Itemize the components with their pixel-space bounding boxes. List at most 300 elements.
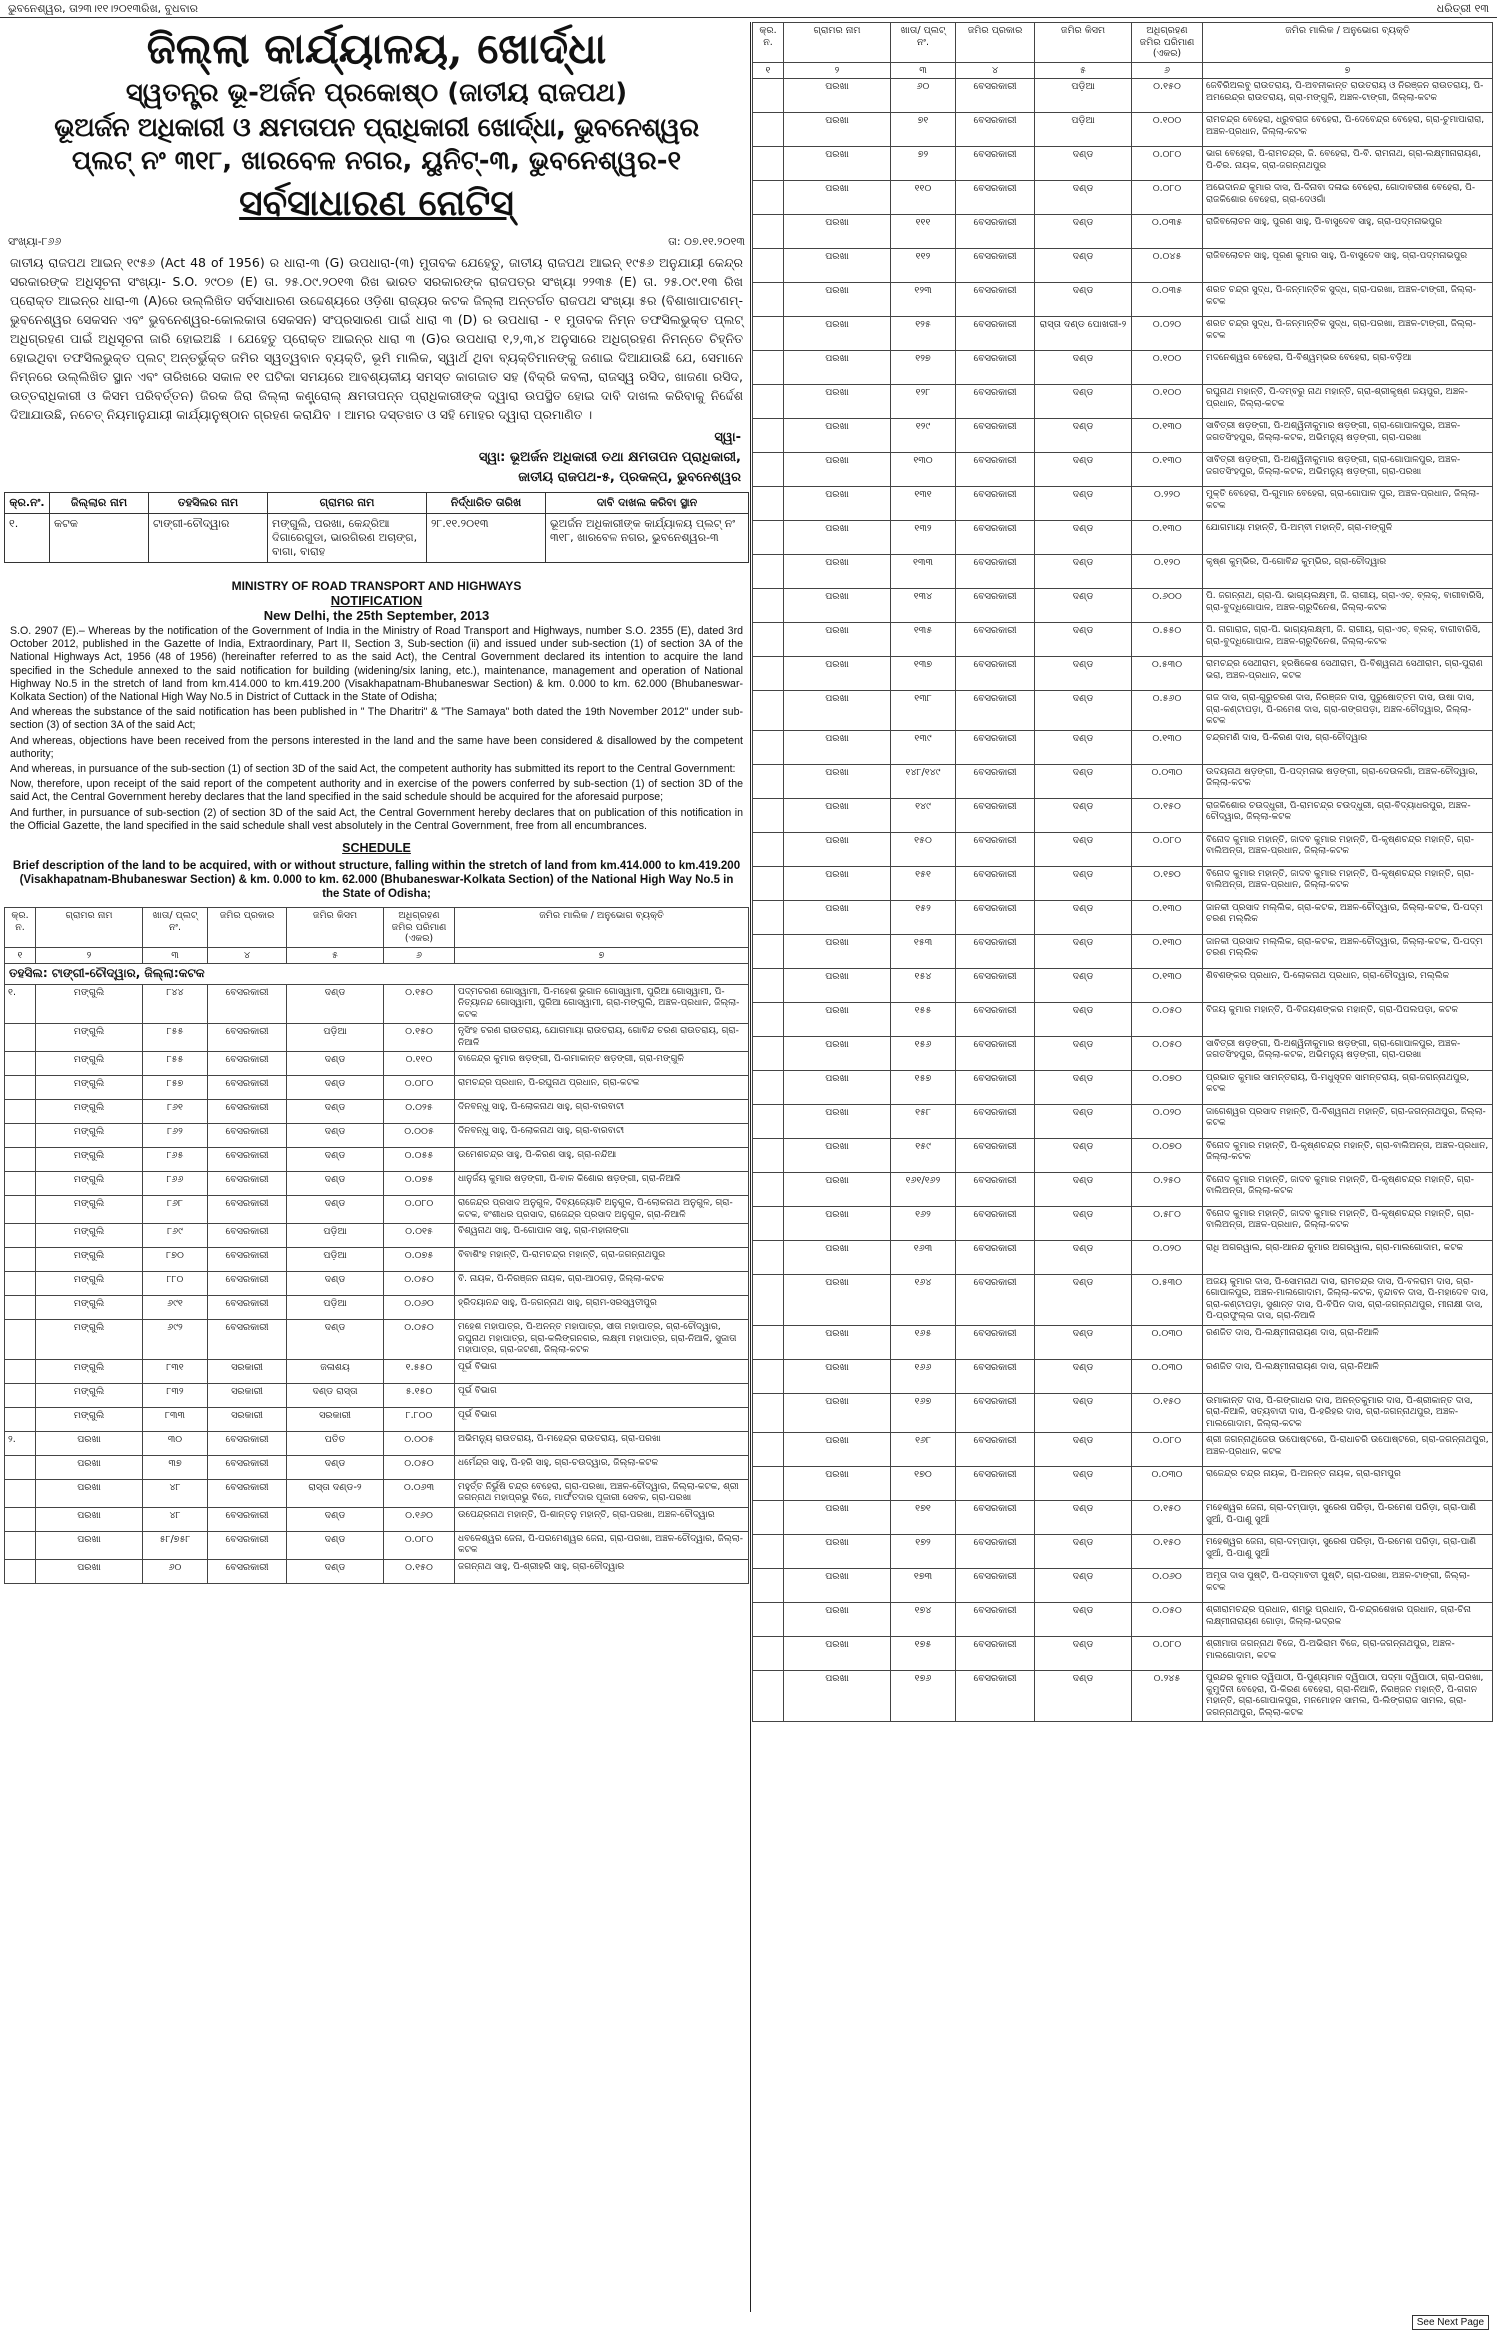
table-row [5, 1455, 749, 1479]
owner-cell: ବିନୋଦ କୁମାର ମହାନ୍ତି, ଜାଦବ କୁମାର ମହାନ୍ତି, ପି-କୃଷ୍ଣଚନ୍ଦ୍ର ମହାନ୍ତି, ଗ୍ରା-ବାଲିଅନ୍ତା, ଅଞ୍ଚଳ-ପ୍ରଧାନ, ଜିଲ୍ଲା-କଟକ [1203, 1206, 1493, 1240]
table-cell [753, 1569, 784, 1603]
table-cell [753, 832, 784, 866]
table-row [753, 385, 1493, 419]
notification-para-5: Now, therefore, upon receipt of the said report of the competent authority and in exercise of the powers conferred by sub-section (1) of section 3D of the said Act, the Central Government hereby declares that the land specified in the said schedule should be acquired for the aforesaid purpose; [10, 778, 743, 804]
owner-cell: ରାଜେନ୍ଦ୍ର ପ୍ରସାଦ ଅନୁଗୁଳ, ଦିବ୍ୟଜ୍ୟୋତି ଅନୁଗୁଳ, ପି-ଲୋକନାଥ ଅନୁଗୁଳ, ଗ୍ରା-କଟକ, ବଂଶୀଧର ପ୍ରସାଦ, ରାଜେନ୍ଦ୍ର ପ୍ରସାଦ ଅନୁଗୁଳ, ଗ୍ରା-ନିଆଳି [455, 1196, 749, 1224]
table-cell [5, 1148, 36, 1172]
table-cell: ୦.୦୧୫ [384, 1224, 455, 1248]
owner-cell: ମହେଶ ମହାପାତ୍ର, ପି-ଅନନ୍ତ ମହାପାତ୍ର, ସୀତା ମହାପାତ୍ର, ଗ୍ରା-ଚୌଦ୍ୱାର, ରଘୁନାଥ ମହାପାତ୍ର, ଗ୍ରା-କଲିଙ୍ଗନଗର, ଲକ୍ଷ୍ମୀ ମହାପାତ୍ର, ଗ୍ରା-ନିଆଳି, ସୁଜାତା ମହାପାତ୍ର, ଗ୍ରା-ଜଟଣୀ, ଜିଲ୍ଲା-କଟକ [455, 1320, 749, 1360]
office-address: ପ୍ଲଟ୍ ନଂ ୩୧୮, ଖାରବେଳ ନଗର, ୟୁନିଟ୍-୩, ଭୁବନେଶ୍ୱର-୧ [71, 146, 682, 176]
table-cell: ୧୪୯ [891, 798, 956, 832]
hearing-header-row [5, 493, 749, 514]
table-cell: ୦.୦୦୫ [384, 1124, 455, 1148]
table-cell: ଦଣ୍ଡ [1035, 1603, 1132, 1637]
schedule-col-number: ୩ [891, 62, 956, 79]
office-subtitle: ସ୍ୱତନ୍ତ୍ର ଭୂ-ଅର୍ଜନ ପ୍ରକୋଷ୍ଠ (ଜାତୀୟ ରାଜପଥ) [125, 78, 628, 108]
table-cell: ୦.୦୩୦ [1132, 1325, 1203, 1359]
table-cell: ଦଣ୍ଡ [1035, 487, 1132, 521]
table-cell: ମଙ୍ଗୁଲି [36, 1359, 143, 1383]
schedule-header: ଜମିର ମାଲିକ / ଅନୁଭୋଗ ବ୍ୟକ୍ତି [1203, 23, 1493, 63]
table-cell: ୦.୦୭୦ [1132, 1138, 1203, 1172]
table-cell: ୧୨୫ [891, 317, 956, 351]
table-cell [5, 1320, 36, 1360]
table-cell: ସରକାରୀ [208, 1383, 287, 1407]
table-cell: ମଙ୍ଗୁଲି [36, 1172, 143, 1196]
table-cell: ପରଖା [784, 215, 891, 249]
table-row [753, 1359, 1493, 1393]
table-cell: ୦.୦୩୫ [1132, 283, 1203, 317]
schedule-header: ଜମିର ପ୍ରକାର [208, 908, 287, 948]
table-cell: ୦.୦୨୫ [384, 1100, 455, 1124]
table-row [5, 1172, 749, 1196]
table-cell: ଦଣ୍ଡ [287, 1320, 384, 1360]
table-row [753, 657, 1493, 691]
table-cell [753, 113, 784, 147]
schedule-header: ଅଧିଗ୍ରହଣ ଜମିର ପରିମାଣ (ଏକର) [1132, 23, 1203, 63]
owner-cell: ବି. ନାୟକ, ପି-ନିରଞ୍ଜନ ନାୟକ, ଗ୍ରା-ଆଠଗଡ଼, ଜିଲ୍ଲା-କଟକ [455, 1272, 749, 1296]
table-cell: ପରଖା [784, 1036, 891, 1070]
table-cell: ଦଣ୍ଡ [1035, 249, 1132, 283]
table-cell: ୧୫୯ [891, 1138, 956, 1172]
table-cell [5, 1024, 36, 1052]
left-column [4, 22, 749, 2312]
schedule-number-row [753, 62, 1493, 79]
table-cell: ବେସରକାରୀ [208, 1024, 287, 1052]
table-cell: ୦.୧୭୦ [1132, 866, 1203, 900]
table-cell: ୨. [5, 1431, 36, 1455]
table-cell: ପଡ଼ିଆ [1035, 79, 1132, 113]
table-cell: ୧୬୭ [891, 1393, 956, 1433]
table-cell: ବେସରକାରୀ [956, 1274, 1035, 1325]
owner-cell: ରାଜେନ୍ଦ୍ର ଚନ୍ଦ୍ର ନାୟକ, ପି-ଅନନ୍ତ ନାୟକ, ଗ୍ରା-ରାମପୁର [1203, 1467, 1493, 1501]
table-row [5, 1407, 749, 1431]
table-cell [753, 691, 784, 731]
notification-para-6: And further, in pursuance of sub-section (2) of section 3D of the said Act, the Central Government hereby declares that on publication of this notification in the Official Gazette, the land specified in the said schedule shall vest absolutely in the Central Government, free from all encumbrances. [10, 806, 743, 832]
table-cell: ପରଖା [784, 1603, 891, 1637]
table-cell: ୧୬୧/୧୬୨ [891, 1172, 956, 1206]
table-cell [5, 1296, 36, 1320]
table-cell [5, 1076, 36, 1100]
table-cell [753, 555, 784, 589]
table-cell: ପରଖା [36, 1479, 143, 1507]
table-row [753, 419, 1493, 453]
table-cell: ୧୭୨ [891, 1535, 956, 1569]
table-row [5, 1124, 749, 1148]
table-cell: ପରଖା [784, 1070, 891, 1104]
tehsil-row [5, 964, 749, 985]
table-cell: ୮୬୧ [143, 1100, 208, 1124]
table-row [5, 1431, 749, 1455]
table-cell: ୦.୧୫୦ [1132, 1393, 1203, 1433]
table-cell: ବେସରକାରୀ [956, 1569, 1035, 1603]
table-cell: ପରଖା [784, 798, 891, 832]
table-cell: ୧୨୮ [891, 385, 956, 419]
table-cell: ପରଖା [784, 1637, 891, 1671]
table-cell: ଦଣ୍ଡ [1035, 798, 1132, 832]
table-cell: ପରଖା [784, 934, 891, 968]
schedule-heading: SCHEDULE [342, 841, 411, 856]
signature-line-2: ଜାତୀୟ ରାଜପଥ-୫, ପ୍ରକଳ୍ପ, ଭୁବନେଶ୍ୱର [518, 470, 741, 485]
table-cell: ମଙ୍ଗୁଲି [36, 1024, 143, 1052]
table-cell [753, 657, 784, 691]
table-cell [753, 385, 784, 419]
table-cell: ପରଖା [784, 1240, 891, 1274]
table-cell: ୦.୦୪୫ [1132, 249, 1203, 283]
table-cell: ୮୭୦ [143, 1248, 208, 1272]
table-cell [5, 1224, 36, 1248]
owner-cell: ରଣଜିତ ଦାସ, ପି-ଲକ୍ଷ୍ମୀନାରାୟଣ ଦାସ, ଗ୍ରା-ନିଆଳି [1203, 1325, 1493, 1359]
table-cell: ପରଖା [784, 623, 891, 657]
table-cell: ୦.୧୩୦ [1132, 521, 1203, 555]
table-cell: ୧୧୨ [891, 249, 956, 283]
notification-para-1: S.O. 2907 (E).– Whereas by the notification of the Government of India in the Ministry of Road Transport and Highways, number S.O. 2355 (E), dated 3rd October 2012, published in the Gazette of India, Extraordinary, Part II, Section 3, Sub-section (ii) and issued under sub-section (1) of section 3A of the National Highways Act, 1956 (48 of 1956) (hereinafter referred to as the said Act), the Central Government declared its intention to acquire the land specified in the Schedule annexed to the said notification for building (widening/six laning, etc.), maintenance, management and operation of National Highway No.5 in the stretch of land from km.414.000 to km.419.200 (Visakhapatnam-Bhubaneswar Section) & km. 0.000 to km. 62.000 (Bhubaneswar-Kolkata Section) of the National High Way No.5 in District of Cuttack in the State of Odisha; [10, 625, 743, 704]
owner-cell: ସାବିତ୍ରୀ ଷଡ଼ଙ୍ଗୀ, ପି-ଅଶ୍ୱିନୀକୁମାର ଷଡ଼ଙ୍ଗୀ, ଗ୍ରା-ଗୋପାଳପୁର, ଅଞ୍ଚଳ-ଜଗତସିଂହପୁର, ଜିଲ୍ଲା-କଟକ, ଅଭିମନ୍ୟୁ ଷଡ଼ଙ୍ଗୀ, ଗ୍ରା-ପରଖା [1203, 1036, 1493, 1070]
schedule-col-number: ୩ [143, 947, 208, 964]
table-cell: ପଡ଼ିଆ [287, 1248, 384, 1272]
table-cell: ୦.୦୮୦ [1132, 1637, 1203, 1671]
owner-cell: ହ୍ରିଦୟାନନ୍ଦ ସାହୁ, ପି-ଜଗନ୍ନାଥ ସାହୁ, ଗ୍ରାମ-ସରସ୍ୱତୀପୁର [455, 1296, 749, 1320]
table-row [753, 1104, 1493, 1138]
table-row [753, 832, 1493, 866]
table-cell: ୦.୦୮୦ [384, 1076, 455, 1100]
table-cell: ବେସରକାରୀ [956, 1002, 1035, 1036]
table-cell: ୧୩୫ [891, 623, 956, 657]
table-cell: ମଙ୍ଗୁଲି [36, 1148, 143, 1172]
table-row [753, 1274, 1493, 1325]
table-cell: ୬୯୧ [143, 1296, 208, 1320]
table-cell: ଦଣ୍ଡ [1035, 1535, 1132, 1569]
table-cell: ଦଣ୍ଡ [1035, 385, 1132, 419]
table-cell: ୦.୦୫୦ [1132, 1002, 1203, 1036]
table-cell: ଦଣ୍ଡ [287, 1559, 384, 1583]
table-cell: ସରକାରୀ [208, 1407, 287, 1431]
table-cell: ଦଣ୍ଡ [1035, 1671, 1132, 1722]
table-cell: ଦଣ୍ଡ [287, 1531, 384, 1559]
schedule-col-number: ୬ [1132, 62, 1203, 79]
table-cell: ପରଖା [784, 691, 891, 731]
table-cell [753, 1070, 784, 1104]
owner-cell: ବିବାଶିଂହ ମହାନ୍ତି, ପି-ରାମଚନ୍ଦ୍ର ମହାନ୍ତି, ଗ୍ରା-ଜଗନ୍ନାଥପୁର [455, 1248, 749, 1272]
owner-cell: ପି. ଜଗନ୍ନାଥ, ଗ୍ରା-ପି. ଭାଗ୍ୟଲକ୍ଷ୍ମୀ, ଜି. ରାଗୀୟ, ଗ୍ରା-ଏଚ୍. ବ୍ଲକ୍, ବାଗୀବାରିସି, ଗ୍ରା-ବୁଦ୍ଧିଗୋପାଳ, ଅଞ୍ଚଳ-ଚାରୁଦିନେଶ, ଜିଲ୍ଲା-କଟକ [1203, 589, 1493, 623]
owner-cell: ଅଭେଦାନନ୍ଦ କୁମାର ଦାସ, ପି-ଦିନାବା ଦଳାଇ ବେହେରା, ଗୋଦାବରୀଶ ବେହେରା, ପି-ରାଜକିଶୋର ବେହେରା, ଗ୍ରା-ଦେଓଗାଁ [1203, 181, 1493, 215]
table-cell: ବେସରକାରୀ [956, 249, 1035, 283]
table-cell: ବେସରକାରୀ [956, 1603, 1035, 1637]
table-cell: ୧୬୫ [891, 1325, 956, 1359]
table-cell: ବେସରକାରୀ [208, 1455, 287, 1479]
table-cell: ୩୦ [143, 1431, 208, 1455]
table-cell: ପରଖା [784, 385, 891, 419]
table-cell: ୦.୦୬୦ [1132, 1569, 1203, 1603]
owner-cell: ଅଭିମନ୍ୟୁ ରାଉତରାୟ, ପି-ମହେନ୍ଦ୍ର ରାଉତରାୟ, ଗ୍ରା-ପରଖା [455, 1431, 749, 1455]
table-cell: ୦.୧୫୦ [1132, 798, 1203, 832]
owner-cell: ଜାନକୀ ପ୍ରସାଦ ମଲ୍ଲିକ, ଗ୍ରା-କଟକ, ଅଞ୍ଚଳ-ଚୌଦ୍ୱାର, ଜିଲ୍ଲା-କଟକ, ପି-ପଦ୍ମ ଚରଣ ମଲ୍ଲିକ [1203, 900, 1493, 934]
table-cell: ୭୧ [891, 113, 956, 147]
table-cell: ଦଣ୍ଡ [1035, 419, 1132, 453]
table-cell: ୦.୦୬୩ [384, 1479, 455, 1507]
table-row [753, 453, 1493, 487]
owner-cell: ମଦନେଶ୍ୱର ବେହେରା, ପି-ବିଶ୍ୱମ୍ଭର ବେହେରା, ଗ୍ରା-ବଡ଼ିଆ [1203, 351, 1493, 385]
odia-notice-body: ଜାତୀୟ ରାଜପଥ ଆଇନ୍ ୧୯୫୬ (Act 48 of 1956) ର ଧାରା-୩ (G) ଉପଧାରା-(୩) ମୁତାବକ ଯେହେତୁ, ଜାତୀୟ ରାଜପଥ ଆଇନ୍ ୧୯୫୬ ଅନୁଯାୟୀ କେନ୍ଦ୍ର ସରକାରଙ୍କ ଅଧିସୂଚନା ସଂଖ୍ୟା- S.O. ୨୯୦୭ (E) ତା. ୨୫.୦୯.୨୦୧୩ ରିଖ ଭାରତ ସରକାରଙ୍କ ରାଜପତ୍ର ସଂଖ୍ୟା ୨୨୩୫ (E) ତା. ୨୫.୦୯.୧୩ ରିଖ ପ୍ରୋକ୍ତ ଆଇନ୍‌ର ଧାରା-୩ (A)ରେ ଉଲ୍ଲିଖିତ ସର୍ବସାଧାରଣ ଉଦ୍ଦେଶ୍ୟରେ ଓଡ଼ିଶା ରାଜ୍ୟର କଟକ ଜିଲ୍ଲା ଅନ୍ତର୍ଗତ ରାଜପଥ ସଂଖ୍ୟା ୫ର (ବିଶାଖାପାଟଣମ୍-ଭୁବନେଶ୍ୱର ସେକସନ ଏବଂ ଭୁବନେଶ୍ୱର-କୋଲକାତା ସେକସନ) ସଂପ୍ରସାରଣ ପାଇଁ ଧାରା ୩ (D) ର ଉପଧାରା - ୧ ମୁତାବକ ନିମ୍ନ ତଫସିଲଭୁକ୍ତ ପ୍ଲଟ୍ ଅଧିଗ୍ରହଣ ପାଇଁ ଅଧିସୂଚନା ଜାରି ହୋଇଅଛି । ଯେହେତୁ ପ୍ରୋକ୍ତ ଆଇନ୍‌ର ଧାରା ୩ (G)ର ଉପଧାରା ୧,୨,୩,୪ ଅନୁସାରେ ଅଧିଗ୍ରହଣ ନିମନ୍ତେ ଚିହ୍ନିତ ହୋଇଥିବା ତଫସିଲଭୁକ୍ତ ପ୍ଲଟ୍ ଅନ୍ତର୍ଭୁକ୍ତ ଜମିର ସ୍ୱତ୍ୱବାନ ବ୍ୟକ୍ତି, ଭୂମି ମାଲିକ, ସ୍ୱାର୍ଥ ଥିବା ବ୍ୟକ୍ତିମାନଙ୍କୁ ଜଣାଇ ଦିଆଯାଉଛି ଯେ, ସେମାନେ ନିମ୍ନରେ ଉଲ୍ଲିଖିତ ସ୍ଥାନ ଏବଂ ତାରିଖରେ ସକାଳ ୧୧ ଘଟିକା ସମୟରେ ଆବଶ୍ୟକୀୟ ସମସ୍ତ କାଗଜାତ ସହ (ବିକ୍ରି କବଲା, ରାଜସ୍ୱ ରସିଦ, ଖାଜଣା ରସିଦ, ଉତ୍ତରାଧିକାରୀ ଓ କିସମ ପରିବର୍ତ୍ତନ) ଜିରକ ଜିରା ଜିଲ୍ଲା କଣ୍ଟ୍ରୋଲ୍ କ୍ଷମତାପନ୍ନ ପ୍ରାଧିକାରୀଙ୍କ ଦ୍ୱାରା ଉପସ୍ଥିତ ହୋଇ ଦାବି ଦାଖଲ କରିବାକୁ ନିର୍ଦ୍ଦେଶ ଦିଆଯାଉଛି, ନଚେତ୍ ନିୟମାନୁଯାୟୀ କାର୍ଯ୍ୟାନୁଷ୍ଠାନ ଗ୍ରହଣ କରାଯିବ । ଆମର ଦସ୍ତଖତ ଓ ସହି ମୋହର ଦ୍ୱାରା ପ୍ରମାଣିତ । [10, 255, 743, 422]
table-cell: ୧୬୮ [891, 1433, 956, 1467]
table-row [5, 1296, 749, 1320]
owner-cell: ଶ୍ରୀ ଜଗନ୍ନାଥିଜେଉ ଉପୋଷ୍ଟରେ, ପି-ରାଧାଚରି ଉପୋଷ୍ଟରେ, ଗ୍ରା-ଜଗନ୍ନାଥପୁର, ଅଞ୍ଚଳ-ପ୍ରଧାନ, କଟକ [1203, 1433, 1493, 1467]
table-cell: ପରଖା [784, 351, 891, 385]
table-row [753, 521, 1493, 555]
table-cell: ମଙ୍ଗୁଲି [36, 1248, 143, 1272]
table-cell: ବେସରକାରୀ [208, 1559, 287, 1583]
table-row [753, 249, 1493, 283]
table-cell [5, 1359, 36, 1383]
table-cell: ୦.୦୦୫ [384, 1431, 455, 1455]
table-cell: ୦.୫୩୦ [1132, 657, 1203, 691]
owner-cell: ସାବିତ୍ରୀ ଷଡ଼ଙ୍ଗୀ, ପି-ଅଶ୍ୱିନୀକୁମାର ଷଡ଼ଙ୍ଗୀ, ଗ୍ରା-ଗୋପାଳପୁର, ଅଞ୍ଚଳ-ଜଗତସିଂହପୁର, ଜିଲ୍ଲା-କଟକ, ଅଭିମନ୍ୟୁ ଷଡ଼ଙ୍ଗୀ, ଗ୍ରା-ପରଖା [1203, 419, 1493, 453]
table-cell: ୦.୧୬୦ [384, 1507, 455, 1531]
table-cell: ୪୮ [143, 1479, 208, 1507]
table-row [753, 1070, 1493, 1104]
table-cell: ଦଣ୍ଡ [1035, 1172, 1132, 1206]
table-cell [753, 900, 784, 934]
table-cell [753, 147, 784, 181]
schedule-header: ଅଧିଗ୍ରହଣ ଜମିର ପରିମାଣ (ଏକର) [384, 908, 455, 948]
table-cell: ମଙ୍ଗୁଲି [36, 1296, 143, 1320]
table-cell: ୦.୫୮୦ [1132, 1206, 1203, 1240]
table-row [753, 623, 1493, 657]
table-cell: ୦.୧୩୦ [1132, 968, 1203, 1002]
table-cell: ୦.୧୫୦ [1132, 1535, 1203, 1569]
table-cell: ୮୬୨ [143, 1124, 208, 1148]
table-cell [753, 453, 784, 487]
table-row [5, 1076, 749, 1100]
table-row [753, 1467, 1493, 1501]
table-cell [5, 1272, 36, 1296]
table-cell: ଦଣ୍ଡ [1035, 1433, 1132, 1467]
table-cell [753, 1172, 784, 1206]
table-cell: ୧୫୪ [891, 968, 956, 1002]
table-cell: ମଙ୍ଗୁଲି [36, 1196, 143, 1224]
table-cell: ୦.୦୭୦ [1132, 1070, 1203, 1104]
owner-cell: ଅଜୟ କୁମାର ଦାସ, ପି-ସୋମନାଥ ଦାସ, ରାମଚନ୍ଦ୍ର ଦାସ, ପି-ବଳରାମ ଦାସ, ଗ୍ରା-ଗୋପାଳପୁର, ଅଞ୍ଚଳ-ମାଲଗୋଦାମ, ଜିଲ୍ଲା-କଟକ, ବୃନ୍ଦାବନ ଦାସ, ପି-ମହାଦେବ ଦାସ, ଗ୍ରା-କଣ୍ଟାପଡ଼ା, ସୁଶାନ୍ତ ଦାସ, ପି-ବିପିନ ଦାସ, ଗ୍ରା-ଜଗନ୍ନାଥପୁର, ମୀନାକ୍ଷୀ ଦାସ, ପି-ପ୍ରଫୁଲ୍ଲ ଦାସ, ଗ୍ରା-ନିଆଳି [1203, 1274, 1493, 1325]
table-cell: ୦.୦୫୦ [384, 1272, 455, 1296]
table-cell: ପରଖା [784, 657, 891, 691]
table-cell [5, 1455, 36, 1479]
table-cell: ଦଣ୍ଡ [287, 1507, 384, 1531]
table-cell: ବେସରକାରୀ [208, 1248, 287, 1272]
table-cell: ଦଣ୍ଡ [287, 1124, 384, 1148]
table-cell: ପରଖା [784, 900, 891, 934]
table-cell: ବେସରକାରୀ [208, 1196, 287, 1224]
table-cell: ମଙ୍ଗୁଲି [36, 1407, 143, 1431]
table-cell: ଦଣ୍ଡ ରାସ୍ତା [287, 1383, 384, 1407]
table-cell: ପରଖା [784, 589, 891, 623]
table-cell [753, 730, 784, 764]
hearing-table [4, 492, 749, 563]
table-cell: ପରଖା [784, 1002, 891, 1036]
table-cell: ୦.୧୦୦ [1132, 351, 1203, 385]
table-cell: ପରଖା [784, 181, 891, 215]
table-cell: ୮୩୨ [143, 1383, 208, 1407]
table-cell [753, 866, 784, 900]
table-cell: ଦଣ୍ଡ [287, 1052, 384, 1076]
table-cell: ପରଖା [784, 317, 891, 351]
table-row [753, 1138, 1493, 1172]
table-cell: ୮୩୧ [143, 1359, 208, 1383]
schedule-col-number: ୭ [1203, 62, 1493, 79]
table-cell: ବେସରକାରୀ [956, 453, 1035, 487]
table-row [5, 1196, 749, 1224]
schedule-header: ଜମିର ମାଲିକ / ଅନୁଭୋଗ ବ୍ୟକ୍ତି [455, 908, 749, 948]
table-cell: ଦଣ୍ଡ [1035, 866, 1132, 900]
table-cell: ବେସରକାରୀ [956, 623, 1035, 657]
hearing-header: କ୍ର.ନଂ. [5, 493, 50, 514]
table-row [753, 1240, 1493, 1274]
table-cell [753, 487, 784, 521]
table-cell: ପରଖା [784, 487, 891, 521]
table-cell: ୧୭୧ [891, 1501, 956, 1535]
table-cell [753, 1501, 784, 1535]
hearing-header: ତହସିଲର ନାମ [149, 493, 268, 514]
table-cell: ୧୫୬ [891, 1036, 956, 1070]
table-cell: ପରଖା [784, 1206, 891, 1240]
owner-cell: ପି. ନାଗାରାଜ, ଗ୍ରା-ପି. ଭାଗ୍ୟଲକ୍ଷ୍ମୀ, ଜି. ରାଗୀୟ, ଗ୍ରା-ଏଚ୍. ବ୍ଲକ୍, ବାଗୀବାରିସି, ଗ୍ରା-ବୁଦ୍ଧିଗୋପାଳ, ଅଞ୍ଚଳ-ଚାରୁଦିନେଶ, ଜିଲ୍ଲା-କଟକ [1203, 623, 1493, 657]
owner-cell: ଶ୍ରୀମାତା ଜଗନ୍ନାଥ ବିଜେ, ପି-ଅଭିରାମ ବିଜେ, ଗ୍ରା-ଜଗନ୍ନାଥପୁର, ଅଞ୍ଚଳ-ମାଲଗୋଦାମ, କଟକ [1203, 1637, 1493, 1671]
table-row [5, 1383, 749, 1407]
table-cell: ଦଣ୍ଡ [1035, 1569, 1132, 1603]
table-cell [5, 1479, 36, 1507]
notice-title: ସର୍ବସାଧାରଣ ନୋଟିସ୍ [239, 183, 514, 224]
table-cell: ଦଣ୍ଡ [287, 1172, 384, 1196]
table-cell: ୦.୧୦୦ [1132, 385, 1203, 419]
table-cell: ୮.୮୦୦ [384, 1407, 455, 1431]
table-cell: ପରଖା [784, 1433, 891, 1467]
table-cell: ଦଣ୍ଡ [1035, 1467, 1132, 1501]
table-cell: ବେସରକାରୀ [956, 79, 1035, 113]
table-cell: ୧୩୧ [891, 487, 956, 521]
table-cell: ୮୪୪ [143, 984, 208, 1024]
schedule-header: କ୍ର. ନ. [5, 908, 36, 948]
table-row [753, 113, 1493, 147]
table-cell [753, 283, 784, 317]
table-cell: ୧୭୬ [891, 1671, 956, 1722]
table-row [753, 181, 1493, 215]
table-cell: ୧୧୦ [891, 181, 956, 215]
table-cell: ମଙ୍ଗୁଲି [36, 1052, 143, 1076]
table-cell: ୧୩୯ [891, 730, 956, 764]
table-cell: ମଙ୍ଗୁଲି [36, 1124, 143, 1148]
table-cell: ବେସରକାରୀ [208, 1431, 287, 1455]
table-cell: ୧୬୬ [891, 1359, 956, 1393]
table-cell: ପରଖା [784, 764, 891, 798]
table-cell: ୦.୧୩୦ [1132, 453, 1203, 487]
signature-mark: ସ୍ୱା- [714, 430, 741, 445]
owner-cell: ଚନ୍ଦ୍ରମଣି ଦାସ, ପି-କିରଣ ଦାସ, ଗ୍ରା-ଚୌଦ୍ୱାର [1203, 730, 1493, 764]
table-cell: ୮୮୦ [143, 1272, 208, 1296]
owner-cell: ଅମୃତା ଦାସ ପୁଷ୍ଟି, ପି-ପଦ୍ମାବତୀ ପୁଷ୍ଟି, ଗ୍ରା-ପରଖା, ଅଞ୍ଚଳ-ଟାଙ୍ଗୀ, ଜିଲ୍ଲା-କଟକ [1203, 1569, 1493, 1603]
table-cell: ୮୩୩ [143, 1407, 208, 1431]
table-cell: ବେସରକାରୀ [956, 1637, 1035, 1671]
schedule-header-row [5, 908, 749, 948]
table-cell: ବେସରକାରୀ [956, 1172, 1035, 1206]
table-cell: ଦଣ୍ଡ [1035, 181, 1132, 215]
table-cell: ୬୦ [891, 79, 956, 113]
table-cell: ଦଣ୍ଡ [287, 1455, 384, 1479]
table-cell: ଦଣ୍ଡ [287, 1272, 384, 1296]
table-cell [753, 1535, 784, 1569]
table-cell: ୧୩୮ [891, 691, 956, 731]
table-row [5, 1320, 749, 1360]
table-cell: ୧୨୭ [891, 351, 956, 385]
see-next-page: See Next Page [1412, 2315, 1489, 2330]
table-cell: ସରକାରୀ [287, 1407, 384, 1431]
table-row [753, 764, 1493, 798]
table-cell: ଦଣ୍ଡ [1035, 1274, 1132, 1325]
table-cell [753, 623, 784, 657]
table-cell: ୮୫୫ [143, 1024, 208, 1052]
table-cell [753, 1274, 784, 1325]
table-cell: ପରଖା [784, 1535, 891, 1569]
table-cell: ୦.୦୮୦ [1132, 147, 1203, 181]
schedule-table-left [4, 907, 749, 1584]
table-cell: ପରଖା [784, 419, 891, 453]
owner-cell: ପୂର୍ଭ ବିଭାଗ [455, 1359, 749, 1383]
table-row [753, 555, 1493, 589]
table-cell: ବେସରକାରୀ [956, 521, 1035, 555]
notification-heading: NOTIFICATION [330, 593, 423, 608]
table-cell [753, 1603, 784, 1637]
schedule-body-left [5, 984, 749, 1583]
table-cell: ପରଖା [784, 1325, 891, 1359]
table-cell [753, 317, 784, 351]
table-cell: ବେସରକାରୀ [956, 181, 1035, 215]
table-row [5, 984, 749, 1024]
table-row [753, 1501, 1493, 1535]
table-cell [753, 1240, 784, 1274]
table-cell: ଦଣ୍ଡ [1035, 283, 1132, 317]
table-cell: ପରଖା [36, 1455, 143, 1479]
table-cell: ମଙ୍ଗୁଲି [36, 1100, 143, 1124]
table-cell: ୮୬୬ [143, 1172, 208, 1196]
table-cell [753, 215, 784, 249]
table-cell: ପରଖା [784, 968, 891, 1002]
table-row [5, 1052, 749, 1076]
table-cell: ୦.୦୫୫ [384, 1148, 455, 1172]
table-cell [5, 1407, 36, 1431]
table-cell: ୪୮ [143, 1507, 208, 1531]
table-cell [753, 1433, 784, 1467]
table-cell: ୦.୫୫୦ [1132, 623, 1203, 657]
newspaper-header [0, 0, 1497, 18]
schedule-table-right [752, 22, 1493, 1722]
owner-cell: ବିନୋଦ କୁମାର ମହାନ୍ତି, ଜାଦବ କୁମାର ମହାନ୍ତି, ପି-କୃଷ୍ଣଚନ୍ଦ୍ର ମହାନ୍ତି, ଗ୍ରା-ବାଲିଅନ୍ତା, ଅଞ୍ଚଳ-ପ୍ରଧାନ, ଜିଲ୍ଲା-କଟକ [1203, 832, 1493, 866]
table-row [753, 934, 1493, 968]
owner-cell: ବାଜେନ୍ଦ୍ର କୁମାର ଷଡ଼ଙ୍ଗୀ, ପି-ରମାକାନ୍ତ ଷଡ଼ଙ୍ଗୀ, ଗ୍ରା-ମଙ୍ଗୁଳି [455, 1052, 749, 1076]
table-row [753, 1325, 1493, 1359]
table-cell: ପରଖା [784, 113, 891, 147]
hearing-row [5, 514, 749, 563]
schedule-col-number: ୧ [5, 947, 36, 964]
table-cell: ୦.୨୪୫ [1132, 1671, 1203, 1722]
owner-cell: ରଘୁନାଥ ମହାନ୍ତି, ପି-ଦମ୍ବରୁ ନାଥ ମହାନ୍ତି, ଗ୍ରା-ଶ୍ରୀକୃଷ୍ଣ ଜୟପୁର, ଅଞ୍ଚଳ-ପ୍ରଧାନ, ଜିଲ୍ଲା-କଟକ [1203, 385, 1493, 419]
hearing-cell: କଟକ [50, 514, 149, 563]
table-row [753, 1671, 1493, 1722]
table-row [753, 691, 1493, 731]
header-page: ଧରିତ୍ରୀ ୧୩ [1436, 1, 1489, 15]
table-cell: ୮୬୫ [143, 1148, 208, 1172]
table-cell: ୧୩୪ [891, 589, 956, 623]
schedule-col-number: ୭ [455, 947, 749, 964]
table-cell: ମଙ୍ଗୁଲି [36, 984, 143, 1024]
table-cell: ବେସରକାରୀ [956, 351, 1035, 385]
table-cell: ରାସ୍ତା ଦଣ୍ଡ ପୋଖରୀ-୨ [1035, 317, 1132, 351]
